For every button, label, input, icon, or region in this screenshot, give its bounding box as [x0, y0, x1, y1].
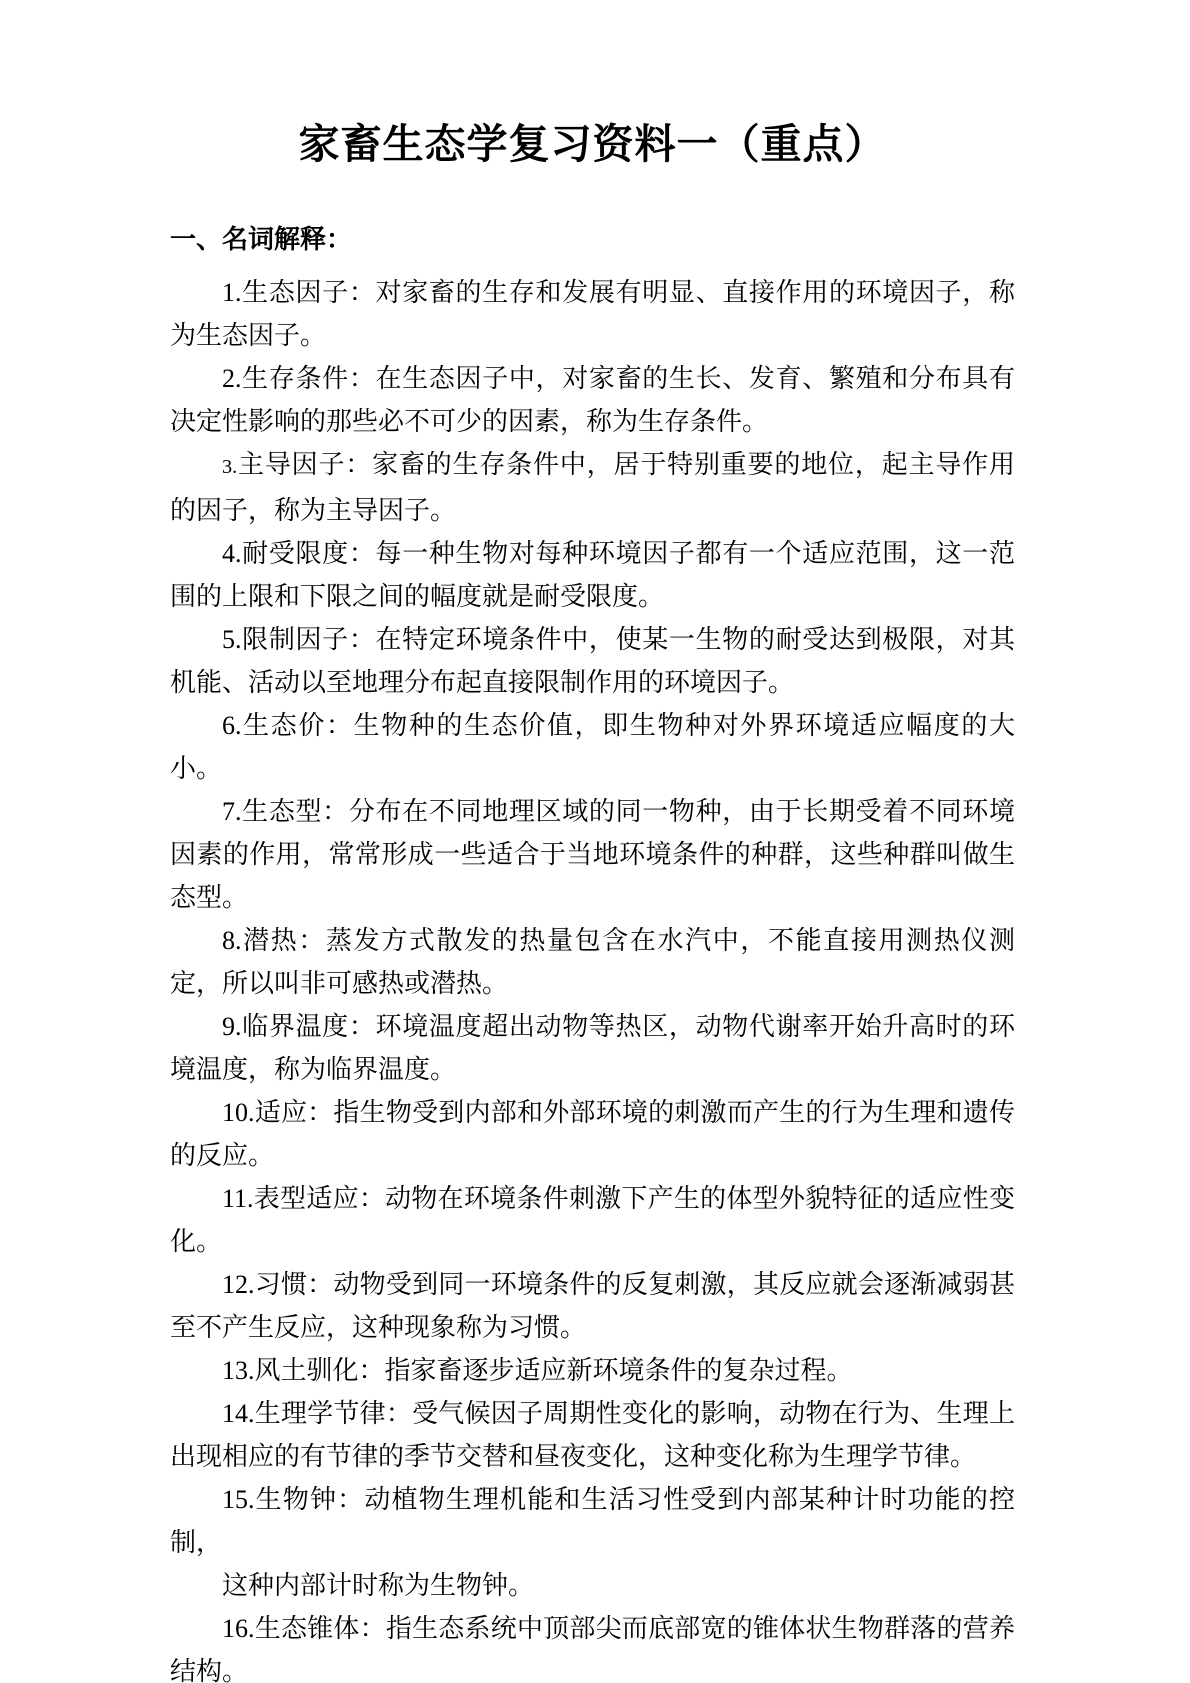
item-definition: 在生态因子中，对家畜的生长、发育、繁殖和分布具有决定性影响的那些必不可少的因素，称为生存条件。	[170, 364, 1015, 436]
item-definition: 蒸发方式散发的热量包含在水汽中，不能直接用测热仪测定，所以叫非可感热或潜热。	[170, 926, 1015, 998]
item-number: 8.	[222, 926, 242, 955]
definition-item	[170, 1607, 1015, 1683]
definition-paragraph	[170, 704, 1015, 790]
item-number: 6.	[222, 711, 242, 740]
item-term: 耐受限度：	[241, 539, 376, 568]
item-term: 限制因子：	[241, 625, 376, 654]
definition-item	[170, 1392, 1015, 1478]
item-term: 生态因子：	[241, 278, 376, 307]
page-title: 家畜生态学复习资料一（重点）	[298, 121, 887, 167]
definition-paragraph	[170, 1091, 1015, 1177]
item-number: 10.	[222, 1098, 255, 1127]
definition-item	[170, 1091, 1015, 1177]
definition-item	[170, 532, 1015, 618]
item-definition: 每一种生物对每种环境因子都有一个适应范围，这一范围的上限和下限之间的幅度就是耐受限度。	[170, 539, 1015, 611]
definition-item	[170, 1005, 1015, 1091]
item-number: 11.	[222, 1184, 254, 1213]
item-term: 习惯：	[254, 1270, 334, 1299]
definition-paragraph	[170, 790, 1015, 919]
item-term: 生态型：	[241, 797, 349, 826]
definition-paragraph	[170, 1392, 1015, 1478]
definition-item	[170, 704, 1015, 790]
definition-paragraph	[170, 1177, 1015, 1263]
item-term: 生态锥体：	[254, 1614, 386, 1643]
definition-item	[170, 271, 1015, 357]
item-number: 13.	[222, 1356, 255, 1385]
definition-paragraph	[170, 919, 1015, 1005]
item-term: 生存条件：	[241, 364, 376, 393]
item-definition: 指家畜逐步适应新环境条件的复杂过程。	[384, 1356, 853, 1385]
item-term: 适应：	[254, 1098, 334, 1127]
definition-item	[170, 618, 1015, 704]
definition-paragraph	[170, 1478, 1015, 1564]
definition-item	[170, 443, 1015, 532]
item-term: 生理学节律：	[254, 1399, 413, 1428]
item-number: 5.	[222, 625, 242, 654]
item-definition: 对家畜的生存和发展有明显、直接作用的环境因子，称为生态因子。	[170, 278, 1015, 350]
item-number: 1.	[222, 278, 242, 307]
item-number: 9.	[222, 1012, 242, 1041]
item-term: 潜热：	[241, 926, 326, 955]
item-definition: 分布在不同地理区域的同一物种，由于长期受着不同环境因素的作用，常常形成一些适合于当地环境条件的种群，这些种群叫做生态型。	[170, 797, 1015, 912]
item-definition: 动植物生理机能和生活习性受到内部某种计时功能的控制，	[170, 1485, 1015, 1557]
definition-paragraph	[170, 357, 1015, 443]
item-number: 16.	[222, 1614, 255, 1643]
item-number: 15.	[222, 1485, 255, 1514]
item-term: 生态价：	[241, 711, 354, 740]
definition-paragraph	[170, 443, 1015, 532]
definition-item	[170, 1263, 1015, 1349]
item-definition: 在特定环境条件中，使某一生物的耐受达到极限，对其机能、活动以至地理分布起直接限制作用的环境因子。	[170, 625, 1015, 697]
definition-item	[170, 1478, 1015, 1607]
item-definition: 生物种的生态价值，即生物种对外界环境适应幅度的大小。	[170, 711, 1015, 783]
item-term: 生物钟：	[254, 1485, 365, 1514]
item-definition: 环境温度超出动物等热区，动物代谢率开始升高时的环境温度，称为临界温度。	[170, 1012, 1015, 1084]
item-definition: 指生物受到内部和外部环境的刺激而产生的行为生理和遗传的反应。	[170, 1098, 1015, 1170]
definition-paragraph	[170, 618, 1015, 704]
item-definition: 动物在环境条件刺激下产生的体型外貌特征的适应性变化。	[170, 1184, 1015, 1256]
item-number: 7.	[222, 797, 242, 826]
item-term: 表型适应：	[253, 1184, 386, 1213]
definition-paragraph	[170, 271, 1015, 357]
section-heading: 一、名词解释：	[170, 224, 353, 254]
item-definition: 受气候因子周期性变化的影响，动物在行为、生理上出现相应的有节律的季节交替和昼夜变化，这种变化称为生理学节律。	[170, 1399, 1015, 1471]
definition-item	[170, 1177, 1015, 1263]
definition-paragraph	[170, 1607, 1015, 1683]
item-definition: 家畜的生存条件中，居于特别重要的地位，起主导作用的因子，称为主导因子。	[170, 450, 1015, 525]
item-continuation: 这种内部计时称为生物钟。	[222, 1571, 535, 1600]
definition-item	[170, 357, 1015, 443]
document-body	[170, 218, 1015, 1683]
definitions-list	[170, 271, 1015, 1683]
item-number: 3.	[222, 456, 238, 478]
item-term: 临界温度：	[241, 1012, 376, 1041]
item-term: 主导因子：	[237, 450, 373, 479]
item-number: 12.	[222, 1270, 255, 1299]
item-number: 2.	[222, 364, 242, 393]
definition-item	[170, 790, 1015, 919]
item-definition: 动物受到同一环境条件的反复刺激，其反应就会逐渐减弱甚至不产生反应，这种现象称为习惯。	[170, 1270, 1015, 1342]
definition-item	[170, 1349, 1015, 1392]
item-definition: 指生态系统中顶部尖而底部宽的锥体状生物群落的营养结构。	[170, 1614, 1015, 1683]
definition-paragraph	[170, 532, 1015, 618]
definition-paragraph	[170, 1263, 1015, 1349]
item-term: 风土驯化：	[254, 1356, 385, 1385]
definition-paragraph	[170, 1005, 1015, 1091]
definition-paragraph	[170, 1349, 1015, 1392]
item-number: 14.	[222, 1399, 255, 1428]
item-number: 4.	[222, 539, 242, 568]
definition-item	[170, 919, 1015, 1005]
